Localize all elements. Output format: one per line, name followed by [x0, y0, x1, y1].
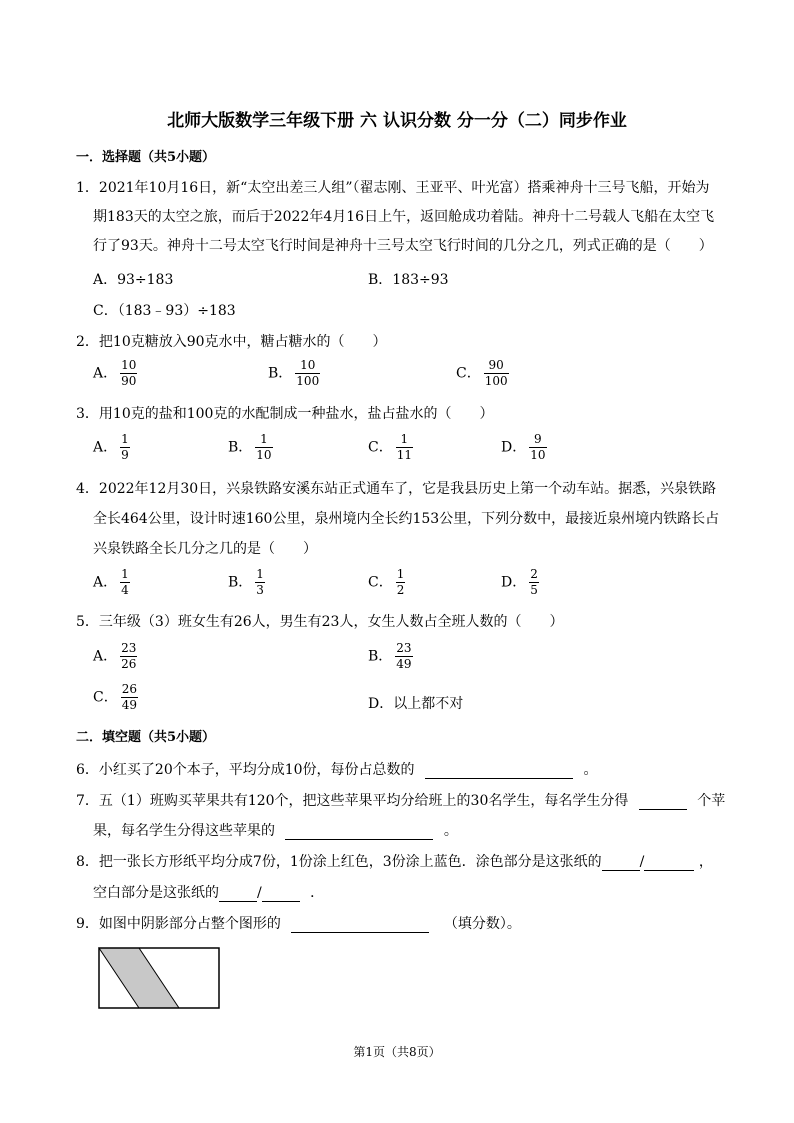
q8-blank-numerator-1[interactable] [602, 870, 640, 871]
q8-line1: 8．把一张长方形纸平均分成7份，1份涂上红色，3份涂上蓝色．涂色部分是这张纸的 / ， [76, 854, 713, 870]
q4-line1: 4．2022年12月30日，兴泉铁路安溪东站正式通车了，它是我县历史上第一个动车站。据悉，兴泉铁路 [76, 481, 717, 497]
q8-blank-numerator-2[interactable] [219, 901, 257, 902]
q7-line1: 7．五（1）班购买苹果共有120个，把这些苹果平均分给班上的30名学生，每名学生分得 个苹 [76, 793, 726, 809]
section-choice-heading: 一．选择题（共5小题） [76, 150, 216, 165]
q1-option-b: B．183÷93 [368, 272, 449, 288]
q8-line2: 空白部分是这张纸的 / ． [93, 885, 325, 901]
q4-option-a: A． $\frac{1}{4}$ [93, 567, 129, 597]
q5-option-d: D．以上都不对 [368, 696, 464, 712]
q4-line3: 兴泉铁路全长几分之几的是（ ） [93, 541, 317, 557]
q4-option-d: D． $\frac{2}{5}$ [501, 567, 538, 597]
q1-option-c: C．（183﹣93）÷183 [93, 303, 236, 319]
q1-line1: 1．2021年10月16日，新“太空出差三人组”（翟志刚、王亚平、叶光富）搭乘神舟十三号飞船，开始为 [76, 180, 710, 196]
q4-option-b: B． $\frac{1}{3}$ [228, 567, 264, 597]
q2-option-b: B． $\frac{10}{100}$ [268, 358, 320, 388]
q1-line2: 期183天的太空之旅，而后于2022年4月16日上午，返回舱成功着陆。神舟十二号载人飞船在太空飞 [93, 209, 715, 225]
q6-line: 6．小红买了20个本子，平均分成10份，每份占总数的 。 [76, 762, 598, 778]
q5-option-a: A． $\frac{23}{26}$ [93, 641, 137, 671]
q1-line3: 行了93天。神舟十二号太空飞行时间是神舟十三号太空飞行时间的几分之几，列式正确的是（ ） [93, 238, 713, 254]
q4-option-c: C． $\frac{1}{2}$ [368, 567, 405, 597]
shaded-parallelogram [99, 948, 179, 1008]
q7-answer-blank-2[interactable] [285, 839, 433, 840]
q9-line: 9．如图中阴影部分占整个图形的 （填分数）。 [76, 916, 521, 932]
q2-stem: 2．把10克糖放入90克水中，糖占糖水的（ ） [76, 334, 387, 350]
q9-answer-blank[interactable] [291, 932, 429, 933]
q8-blank-denominator-2[interactable] [262, 901, 300, 902]
q3-option-d: D． $\frac{9}{10}$ [501, 432, 546, 462]
q9-shaded-rectangle-figure [96, 945, 222, 1011]
section-fill-heading: 二．填空题（共5小题） [76, 730, 216, 745]
q3-option-a: A． $\frac{1}{9}$ [93, 432, 129, 462]
q5-stem: 5．三年级（3）班女生有26人，男生有23人，女生人数占全班人数的（ ） [76, 614, 564, 630]
q7-answer-blank-1[interactable] [639, 809, 687, 810]
q2-option-c: C． $\frac{90}{100}$ [456, 358, 508, 388]
q2-option-a: A． $\frac{10}{90}$ [93, 358, 137, 388]
q7-line2: 果，每名学生分得这些苹果的 。 [93, 823, 458, 839]
q3-option-c: C． $\frac{1}{11}$ [368, 432, 412, 462]
q3-option-b: B． $\frac{1}{10}$ [228, 432, 272, 462]
page-footer: 第1页（共8页） [353, 1045, 441, 1059]
q6-answer-blank[interactable] [425, 778, 573, 779]
q8-blank-denominator-1[interactable] [644, 870, 694, 871]
q5-option-c: C． $\frac{26}{49}$ [93, 682, 137, 712]
q5-option-b: B． $\frac{23}{49}$ [368, 641, 412, 671]
q3-stem: 3．用10克的盐和100克的水配制成一种盐水，盐占盐水的（ ） [76, 406, 494, 422]
q4-line2: 全长464公里，设计时速160公里，泉州境内全长约153公里，下列分数中，最接近泉州境内铁路长占 [93, 511, 720, 527]
page-title: 北师大版数学三年级下册 六 认识分数 分一分（二）同步作业 [167, 111, 627, 131]
q1-option-a: A．93÷183 [93, 272, 174, 288]
